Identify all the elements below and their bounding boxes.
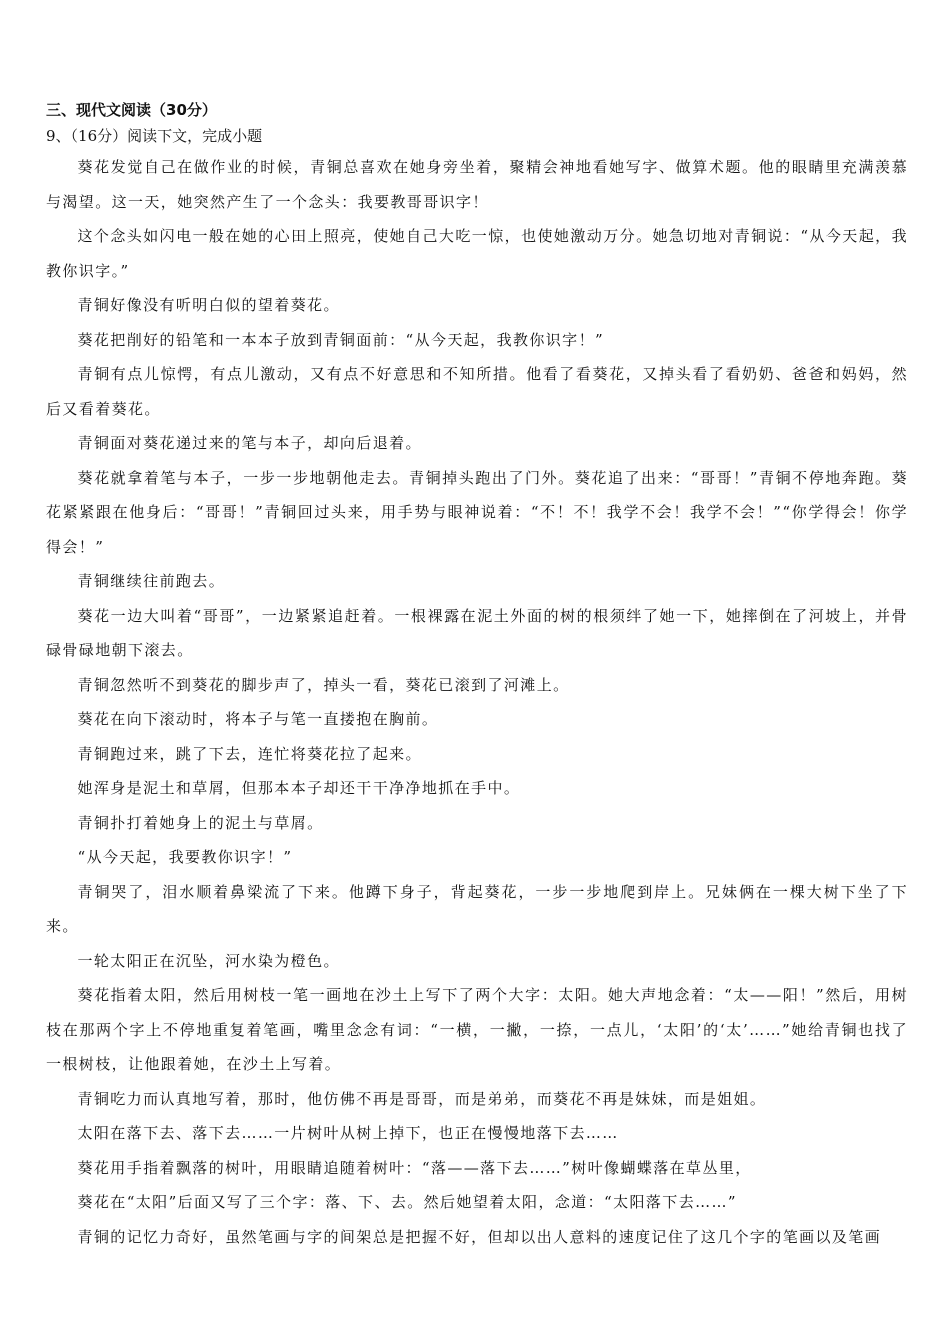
- passage-paragraph: 这个念头如闪电一般在她的心田上照亮，使她自己大吃一惊，也使她激动万分。她急切地对青铜说：“从今天起，我教你识字。”: [46, 227, 908, 280]
- passage-paragraph: 葵花就拿着笔与本子，一步一步地朝他走去。青铜掉头跑出了门外。葵花追了出来：“哥哥！”青铜不停地奔跑。葵花紧紧跟在他身后：“哥哥！”青铜回过头来，用手势与眼神说着：“不！不！我学不会！我学不会！”“你学得会！你学得会！”: [46, 468, 908, 556]
- passage-paragraph: 青铜的记忆力奇好，虽然笔画与字的间架总是把握不好，但却以出人意料的速度记住了这几个字的笔画以及笔画: [77, 1227, 882, 1246]
- passage-paragraph: 青铜忽然听不到葵花的脚步声了，掉头一看，葵花已滚到了河滩上。: [77, 675, 570, 694]
- passage-paragraph: 一轮太阳正在沉坠，河水染为橙色。: [77, 951, 340, 970]
- reading-passage: [46, 150, 908, 1254]
- passage-paragraph: 葵花在“太阳”后面又写了三个字：落、下、去。然后她望着太阳，念道：“太阳落下去……”: [77, 1193, 737, 1211]
- passage-paragraph: 青铜哭了，泪水顺着鼻梁流了下来。他蹲下身子，背起葵花，一步一步地爬到岸上。兄妹俩在一棵大树下坐了下来。: [46, 882, 908, 935]
- passage-paragraph: 葵花在向下滚动时，将本子与笔一直搂抱在胸前。: [77, 710, 439, 728]
- passage-paragraph: 青铜继续往前跑去。: [77, 572, 226, 590]
- passage-paragraph: 青铜好像没有听明白似的望着葵花。: [77, 296, 340, 314]
- passage-paragraph: 葵花发觉自己在做作业的时候，青铜总喜欢在她身旁坐着，聚精会神地看她写字、做算术题。他的眼睛里充满羡慕与渴望。这一天，她突然产生了一个念头：我要教哥哥识字！: [46, 158, 908, 211]
- passage-paragraph: 太阳在落下去、落下去……一片树叶从树上掉下，也正在慢慢地落下去……: [77, 1124, 619, 1142]
- passage-paragraph: 她浑身是泥土和草屑，但那本本子却还干干净净地抓在手中。: [77, 779, 521, 797]
- passage-paragraph: 青铜扑打着她身上的泥土与草屑。: [77, 813, 324, 832]
- passage-paragraph: 葵花指着太阳，然后用树枝一笔一画地在沙土上写下了两个大字：太阳。她大声地念着：“太——阳！”然后，用树枝在那两个字上不停地重复着笔画，嘴里念念有词：“一横，一撇，一捺，一点儿，‘太阳’的‘太’……”她给青铜也找了一根树枝，让他跟着她，在沙土上写着。: [46, 986, 908, 1073]
- passage-paragraph: 葵花用手指着飘落的树叶，用眼睛追随着树叶：“落——落下去……”树叶像蝴蝶落在草丛里，: [77, 1158, 752, 1177]
- passage-paragraph: “从今天起，我要教你识字！”: [77, 848, 293, 866]
- section-heading: 三、现代文阅读（30分）: [46, 101, 217, 119]
- passage-paragraph: 青铜吃力而认真地写着，那时，他仿佛不再是哥哥，而是弟弟，而葵花不再是妹妹，而是姐姐。: [77, 1089, 767, 1108]
- question-prompt: 9、（16分）阅读下文，完成小题: [46, 127, 263, 145]
- passage-paragraph: 葵花把削好的铅笔和一本本子放到青铜面前：“从今天起，我教你识字！”: [77, 330, 605, 349]
- passage-paragraph: 青铜有点儿惊愕，有点儿激动，又有点不好意思和不知所措。他看了看葵花，又掉头看了看奶奶、爸爸和妈妈，然后又看着葵花。: [46, 365, 908, 418]
- document-page: [46, 100, 908, 1254]
- passage-paragraph: 青铜面对葵花递过来的笔与本子，却向后退着。: [77, 434, 422, 452]
- passage-paragraph: 葵花一边大叫着“哥哥”，一边紧紧追赶着。一根裸露在泥土外面的树的根须绊了她一下，她摔倒在了河坡上，并骨碌骨碌地朝下滚去。: [46, 606, 908, 659]
- passage-paragraph: 青铜跑过来，跳了下去，连忙将葵花拉了起来。: [77, 744, 422, 763]
